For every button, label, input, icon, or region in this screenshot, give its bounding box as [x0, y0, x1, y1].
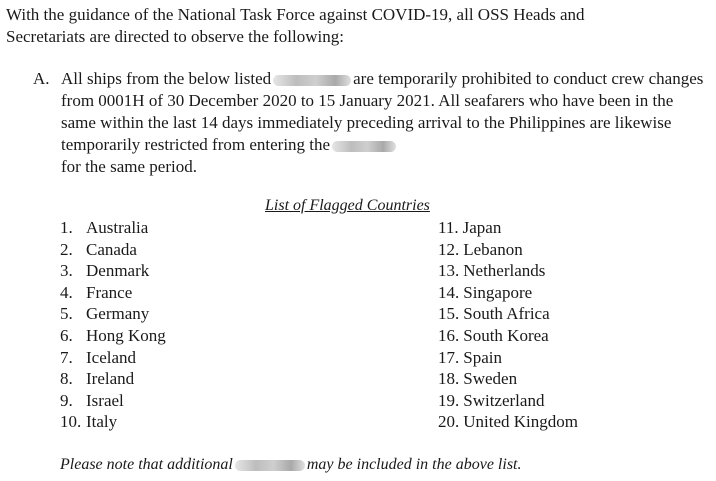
country-name: Ireland — [86, 369, 135, 389]
country-name: Australia — [86, 218, 149, 237]
country-list-item — [60, 325, 166, 347]
country-number: 3. — [60, 261, 73, 281]
item-a-body — [61, 68, 705, 178]
redaction-mark — [273, 75, 351, 86]
country-number: 13. — [438, 261, 460, 281]
country-number: 16. — [438, 325, 460, 345]
intro-line-2: Secretariats are directed to observe the following: — [6, 27, 344, 46]
country-number: 1. — [60, 218, 73, 237]
country-list-item — [438, 368, 578, 390]
intro-line-1: With the guidance of the National Task Force against COVID-19, all OSS Heads and — [6, 5, 585, 24]
country-list-item — [438, 282, 578, 304]
country-list-item — [438, 390, 578, 412]
intro-paragraph — [6, 4, 712, 48]
country-list-item — [60, 303, 166, 325]
country-number: 15. — [438, 304, 460, 324]
country-name: South Korea — [463, 325, 549, 345]
country-number: 11. — [438, 218, 459, 237]
country-list-left — [60, 217, 166, 433]
country-list-item — [438, 260, 578, 282]
footnote-text-1: Please note that additional — [60, 456, 233, 473]
country-name: Sweden — [463, 369, 518, 389]
country-number: 18. — [438, 369, 460, 389]
country-name: Spain — [463, 347, 502, 367]
country-list-item — [438, 347, 578, 369]
country-number: 7. — [60, 347, 73, 367]
country-number: 14. — [438, 282, 460, 302]
item-a-text-3: for the same period. — [61, 157, 197, 176]
footnote-text-2: may be included in the above list. — [306, 456, 522, 473]
country-name: Iceland — [86, 347, 137, 367]
country-list-item — [438, 411, 578, 433]
country-name: Hong Kong — [86, 325, 166, 345]
country-name: Israel — [86, 390, 124, 410]
country-list-item — [60, 411, 166, 433]
country-number: 19. — [438, 390, 460, 410]
country-list-item — [60, 390, 166, 412]
country-list-item — [60, 282, 166, 304]
country-number: 10. — [60, 412, 82, 432]
item-a-text-2: are temporarily prohibited to conduct crew changes from 0001H of 30 December 2020 to 15 January 2021. All seafarers who have been in the same within the last 14 days immediately preceding arrival to the Philippines are likewise temporarily restricted from entering the — [61, 69, 704, 154]
country-list-item — [60, 217, 166, 239]
redaction-mark — [332, 141, 396, 152]
country-number: 17. — [438, 347, 460, 367]
country-list-item — [438, 217, 578, 239]
country-list-item — [60, 239, 166, 261]
country-name: Italy — [86, 412, 118, 432]
country-list-item — [438, 239, 578, 261]
country-list-item — [60, 347, 166, 369]
country-number: 5. — [60, 304, 73, 324]
country-name: Germany — [86, 304, 150, 324]
country-number: 12. — [438, 239, 460, 259]
country-list-item — [60, 260, 166, 282]
country-number: 8. — [60, 369, 73, 389]
footnote — [60, 455, 521, 475]
country-number: 2. — [60, 239, 73, 259]
country-name: Japan — [462, 218, 502, 237]
country-number: 9. — [60, 390, 73, 410]
country-name: Switzerland — [463, 390, 545, 410]
country-name: Netherlands — [463, 261, 546, 281]
country-list-item — [438, 303, 578, 325]
country-number: 20. — [438, 412, 460, 432]
country-name: Denmark — [86, 261, 150, 281]
country-name: Singapore — [463, 282, 533, 302]
country-list-right — [438, 217, 578, 433]
country-name: Canada — [86, 239, 137, 259]
item-a-marker: A. — [33, 69, 50, 88]
country-name: South Africa — [463, 304, 550, 324]
country-list-item — [60, 368, 166, 390]
redaction-mark — [235, 460, 305, 471]
country-number: 4. — [60, 282, 73, 302]
country-name: France — [86, 282, 133, 302]
country-name: Lebanon — [463, 239, 523, 259]
list-heading: List of Flagged Countries — [265, 197, 430, 214]
country-number: 6. — [60, 325, 73, 345]
country-name: United Kingdom — [463, 412, 578, 432]
item-a-text-1: All ships from the below listed — [61, 69, 272, 88]
country-list-item — [438, 325, 578, 347]
